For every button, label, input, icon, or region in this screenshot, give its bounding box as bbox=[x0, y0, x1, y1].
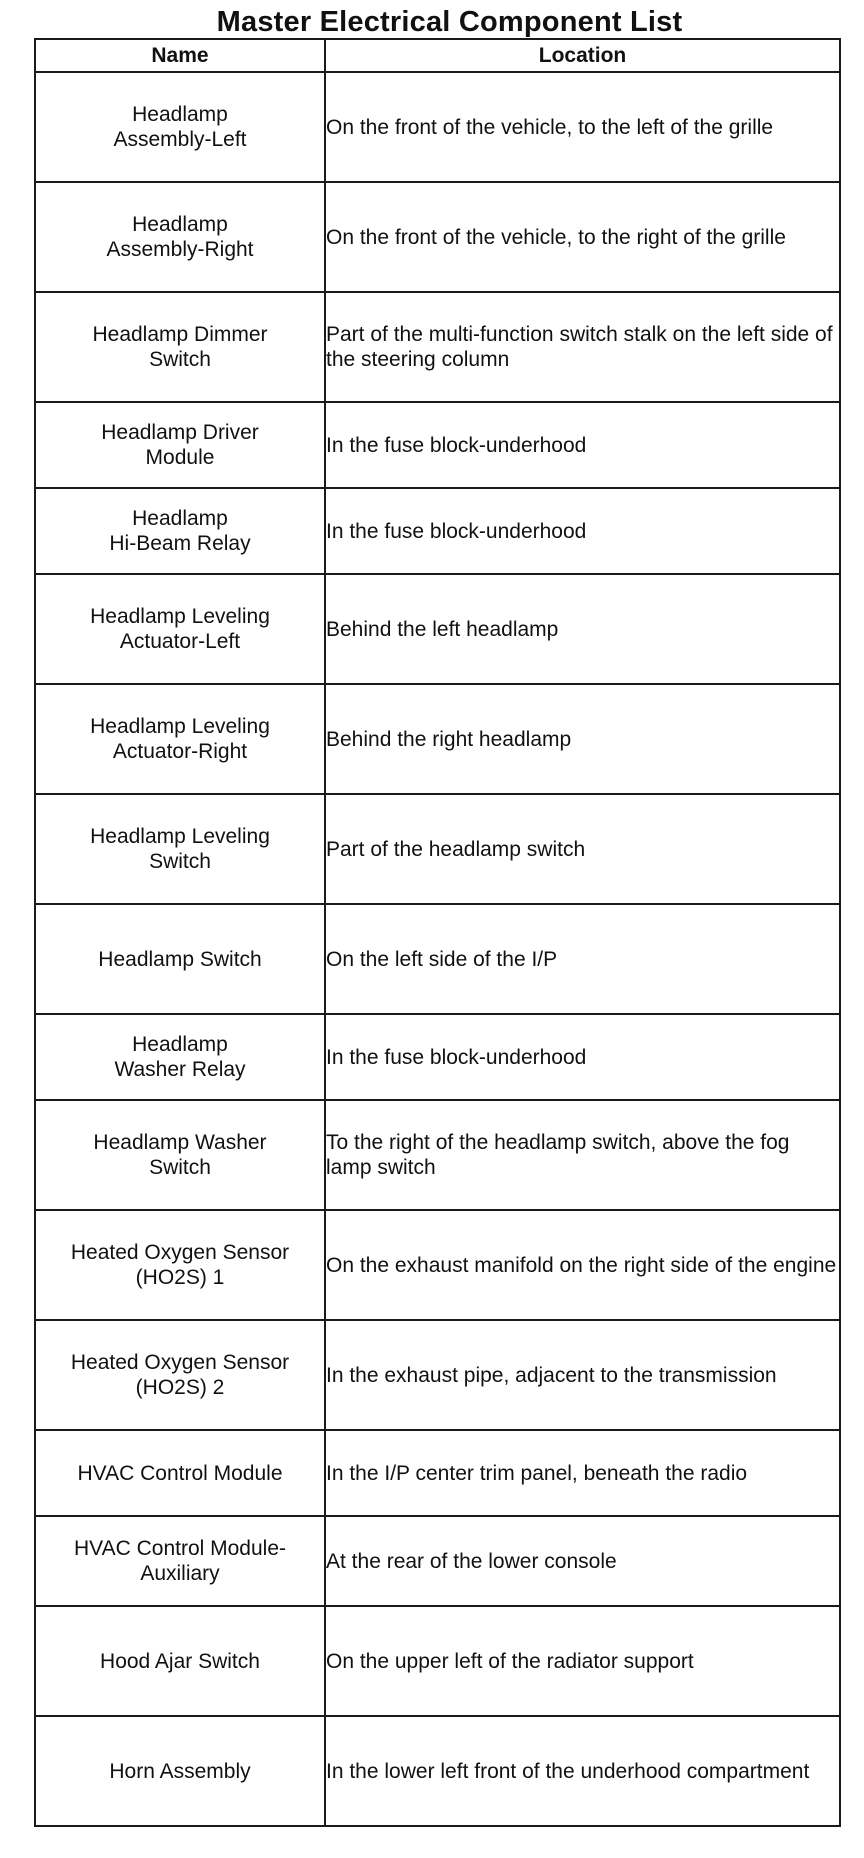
component-location: In the fuse block-underhood bbox=[325, 488, 840, 574]
table-row bbox=[35, 72, 840, 182]
table-row bbox=[35, 292, 840, 402]
component-location: In the fuse block-underhood bbox=[325, 1014, 840, 1100]
component-name: Headlamp Driver Module bbox=[35, 402, 325, 488]
component-name: Headlamp Leveling Switch bbox=[35, 794, 325, 904]
component-name: Headlamp Leveling Actuator-Left bbox=[35, 574, 325, 684]
table-row bbox=[35, 402, 840, 488]
component-location: Part of the multi-function switch stalk on the left side of the steering column bbox=[325, 292, 840, 402]
component-location: To the right of the headlamp switch, above the fog lamp switch bbox=[325, 1100, 840, 1210]
table-row bbox=[35, 1210, 840, 1320]
table-row bbox=[35, 684, 840, 794]
component-location: Behind the right headlamp bbox=[325, 684, 840, 794]
table-row bbox=[35, 488, 840, 574]
component-name: Headlamp Hi-Beam Relay bbox=[35, 488, 325, 574]
table-row bbox=[35, 1606, 840, 1716]
component-name: Headlamp Assembly-Left bbox=[35, 72, 325, 182]
component-location: In the fuse block-underhood bbox=[325, 402, 840, 488]
component-name: HVAC Control Module- Auxiliary bbox=[35, 1516, 325, 1606]
component-location: At the rear of the lower console bbox=[325, 1516, 840, 1606]
component-name: Headlamp Washer Relay bbox=[35, 1014, 325, 1100]
table-header-row bbox=[35, 39, 840, 72]
table-row bbox=[35, 1320, 840, 1430]
component-name: Heated Oxygen Sensor (HO2S) 2 bbox=[35, 1320, 325, 1430]
table-row bbox=[35, 1014, 840, 1100]
component-location: On the front of the vehicle, to the right of the grille bbox=[325, 182, 840, 292]
table-row bbox=[35, 1716, 840, 1826]
component-location: Part of the headlamp switch bbox=[325, 794, 840, 904]
table-row bbox=[35, 1430, 840, 1516]
component-location: On the upper left of the radiator support bbox=[325, 1606, 840, 1716]
table-row bbox=[35, 1100, 840, 1210]
component-name: Headlamp Switch bbox=[35, 904, 325, 1014]
component-name: HVAC Control Module bbox=[35, 1430, 325, 1516]
component-location: In the lower left front of the underhood compartment bbox=[325, 1716, 840, 1826]
component-location: On the left side of the I/P bbox=[325, 904, 840, 1014]
component-name: Horn Assembly bbox=[35, 1716, 325, 1826]
page-title: Master Electrical Component List bbox=[216, 6, 683, 38]
component-location: In the exhaust pipe, adjacent to the transmission bbox=[325, 1320, 840, 1430]
table-row bbox=[35, 574, 840, 684]
component-name: Headlamp Leveling Actuator-Right bbox=[35, 684, 325, 794]
component-table bbox=[34, 38, 841, 1827]
table-row bbox=[35, 1516, 840, 1606]
component-name: Hood Ajar Switch bbox=[35, 1606, 325, 1716]
table-row bbox=[35, 904, 840, 1014]
component-name: Heated Oxygen Sensor (HO2S) 1 bbox=[35, 1210, 325, 1320]
table-row bbox=[35, 794, 840, 904]
component-name: Headlamp Washer Switch bbox=[35, 1100, 325, 1210]
component-name: Headlamp Dimmer Switch bbox=[35, 292, 325, 402]
table-row bbox=[35, 182, 840, 292]
component-name: Headlamp Assembly-Right bbox=[35, 182, 325, 292]
location-column-header: Location bbox=[325, 39, 840, 72]
name-column-header: Name bbox=[35, 39, 325, 72]
component-location: In the I/P center trim panel, beneath the radio bbox=[325, 1430, 840, 1516]
component-location: On the front of the vehicle, to the left of the grille bbox=[325, 72, 840, 182]
component-location: Behind the left headlamp bbox=[325, 574, 840, 684]
component-location: On the exhaust manifold on the right side of the engine bbox=[325, 1210, 840, 1320]
